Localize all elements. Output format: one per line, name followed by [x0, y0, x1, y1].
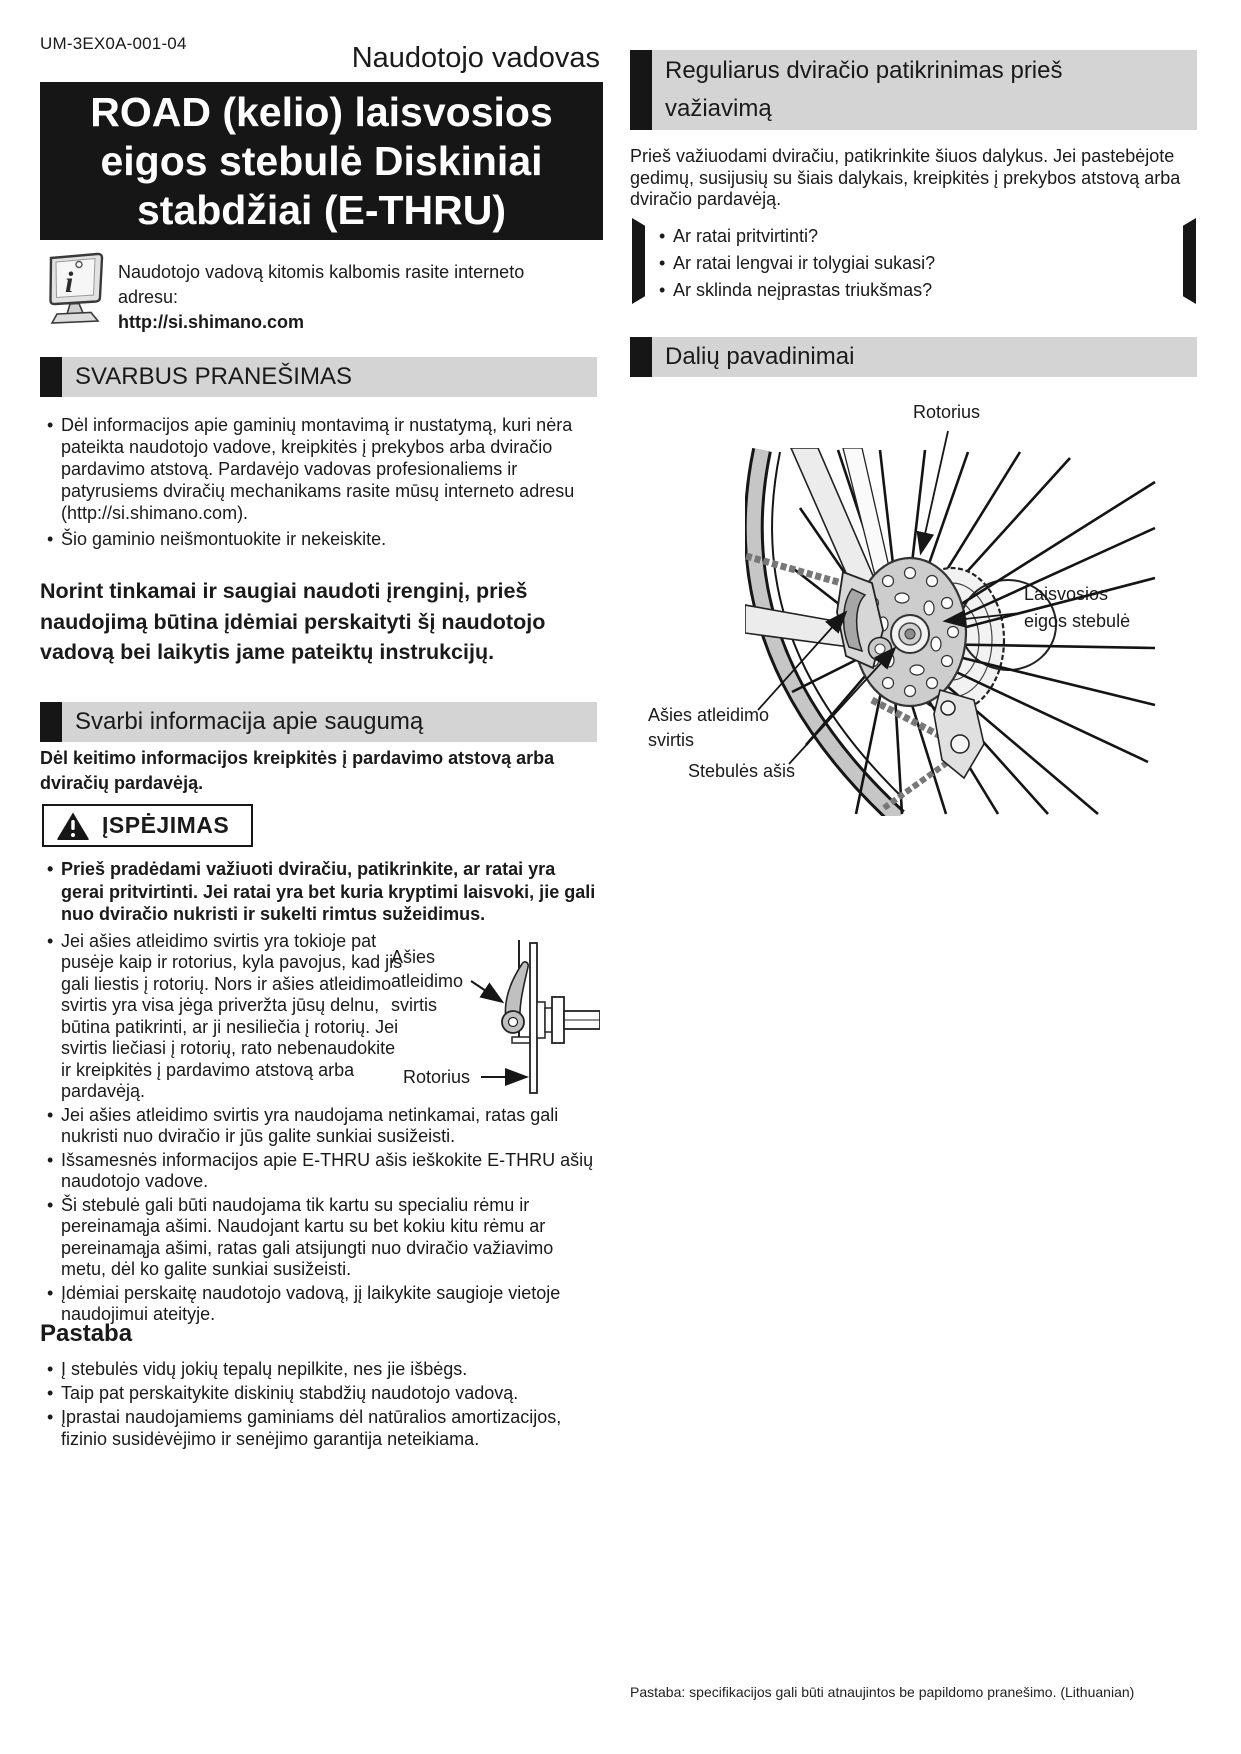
title-line: eigos stebulė Diskiniai: [100, 137, 543, 184]
note-heading: Pastaba: [40, 1320, 133, 1347]
section-header-pre-ride-check: [630, 50, 1197, 130]
footer-note: Pastaba: specifikacijos gali būti atnaujintos be papildomo pranešimo. (Lithuanian): [630, 1684, 1135, 1700]
warning-label: ĮSPĖJIMAS: [102, 812, 230, 838]
list-item-text: Prieš pradėdami važiuoti dviračiu, patikrinkite, ar ratai yra gerai pritvirtinti. Jei ratai yra bet kuria kryptimi laisvoki, jie gali nuo dviračio nukristi ir sukelti rimtus sužeidimus.: [61, 859, 596, 924]
label-line: atleidimo: [391, 971, 464, 991]
list-item-text: Ši stebulė gali būti naudojama tik kartu su specialiu rėmu ir pereinamąja ašimi. Naudojant kartu su bet kokiu kitu rėmu ar pereinamąja ašimi, ratas gali atsijungti nuo dviračio važiavimo metu, dėl ko galite sunkiai susižeisti.: [61, 1194, 554, 1279]
list-item: [46, 1382, 594, 1404]
list-item: [658, 280, 1158, 300]
label-line: eigos stebulė: [1024, 611, 1131, 631]
lever-rotor-figure: [385, 925, 600, 1100]
info-monitor-icon: [44, 252, 108, 328]
list-item: [46, 1105, 596, 1148]
safety-intro: Dėl keitimo informacijos kreipkitės į pardavimo atstovą arba dviračių pardavėją.: [40, 748, 555, 793]
checklist-panel: [630, 218, 1198, 304]
note-list: [46, 1358, 594, 1452]
read-manual-emphasis: Norint tinkamai ir saugiai naudoti įrenginį, prieš naudojimą būtina įdėmiai perskaityti šį naudotojo vadovą bei laikytis jame pateiktų instrukcijų.: [40, 579, 546, 664]
list-item: [46, 1358, 594, 1380]
figure-label-rotor: Rotorius: [403, 1067, 471, 1087]
list-item-text: Ar sklinda neįprastas triukšmas?: [673, 280, 933, 300]
title-banner: [40, 82, 603, 240]
important-notice-list: [46, 414, 594, 554]
list-item-text: Jei ašies atleidimo svirtis yra naudojama netinkamai, ratas gali nukristi nuo dviračio ir jūs galite sunkiai susižeisti.: [61, 1104, 559, 1146]
svg-text:i: i: [65, 266, 74, 299]
language-info-note: [44, 252, 584, 335]
list-item-text: Ar ratai lengvai ir tolygiai sukasi?: [673, 253, 936, 273]
pre-ride-intro: Prieš važiuodami dviračiu, patikrinkite šiuos dalykus. Jei pastebėjote gedimų, susijusių su šiais dalykais, kreipkitės į prekybos atstovą arba dviračio pardavėją.: [630, 146, 1181, 209]
figure-label-lever: [391, 945, 463, 1017]
info-note-line: Naudotojo vadovą kitomis kalbomis rasite interneto adresu:: [118, 262, 525, 307]
figure-label-lever: [648, 703, 769, 753]
list-item: [46, 1150, 596, 1193]
figure-label-rotor: Rotorius: [913, 402, 981, 422]
list-item: [46, 1406, 594, 1450]
list-item-text: Išsamesnės informacijos apie E-THRU ašis ieškokite E-THRU ašių naudotojo vadove.: [61, 1149, 594, 1191]
section-header-safety-info: [40, 702, 597, 742]
list-item: [658, 226, 1158, 246]
section-heading: Svarbi informacija apie saugumą: [75, 708, 424, 735]
warning-box: [42, 804, 253, 847]
title-line: ROAD (kelio) laisvosios: [90, 88, 553, 135]
list-item: [46, 528, 594, 550]
list-item: [658, 253, 1158, 273]
document-type: Naudotojo vadovas: [351, 42, 600, 74]
list-item-text: Į stebulės vidų jokių tepalų nepilkite, nes jie išbėgs.: [61, 1359, 468, 1379]
hub-parts-figure: [630, 385, 1200, 830]
section-header-important-notice: [40, 357, 597, 397]
label-line: Ašies: [391, 947, 436, 967]
list-item: [46, 1195, 596, 1281]
section-header-part-names: [630, 337, 1197, 377]
list-item-text: Jei ašies atleidimo svirtis yra tokioje pat pusėje kaip ir rotorius, kyla pavojus, kad jis gali liestis į rotorių. Nors ir ašies atleidimo svirtis yra visa jėga priveržta jūsų delnu, būtina patikrinti, ar ji nesiliečia į rotorių. Jei svirtis liečiasi į rotorių, rato nebenaudokite ir kreipkitės į pardavimo atstovą arba pardavėją.: [61, 930, 403, 1101]
list-item-text: Įprastai naudojamiems gaminiams dėl natūralios amortizacijos, fizinio susidėvėjimo ir senėjimo garantija neteikiama.: [61, 1407, 562, 1449]
warning-triangle-icon: [56, 811, 90, 841]
list-item-text: Taip pat perskaitykite diskinių stabdžių naudotojo vadovą.: [61, 1383, 519, 1403]
pre-ride-checklist: [658, 226, 1158, 307]
title-line: stabdžiai (E-THRU): [137, 186, 506, 233]
figure-label-freehub: [1024, 581, 1130, 635]
label-line: svirtis: [391, 995, 437, 1015]
section-heading-line: važiavimą: [665, 95, 772, 122]
section-heading: Dalių pavadinimai: [665, 343, 855, 370]
label-line: Ašies atleidimo: [648, 705, 770, 725]
manual-url-link[interactable]: http://si.shimano.com: [118, 312, 305, 332]
checklist-left-bar: [632, 218, 645, 304]
list-item-text: Dėl informacijos apie gaminių montavimą ir nustatymą, kuri nėra pateikta naudotojo vadove, kreipkitės į prekybos arba dviračio pardavimo atstovą. Pardavėjo vadovas profesionaliems ir patyrusiems dviračių mechanikams rasite mūsų interneto adresu (http://si.shimano.com).: [61, 415, 575, 523]
checklist-right-bar: [1183, 218, 1196, 304]
figure-label-axle: Stebulės ašis: [688, 761, 796, 781]
list-item: [46, 414, 594, 524]
section-heading: SVARBUS PRANEŠIMAS: [75, 363, 352, 390]
language-info-text: [118, 252, 584, 335]
document-code: UM-3EX0A-001-04: [40, 34, 187, 53]
list-item-text: Įdėmiai perskaitę naudotojo vadovą, jį laikykite saugioje vietoje naudojimui ateityje.: [61, 1282, 561, 1324]
list-item-text: Šio gaminio neišmontuokite ir nekeiskite.: [61, 529, 387, 549]
list-item: [46, 858, 596, 926]
list-item-text: Ar ratai pritvirtinti?: [673, 226, 819, 246]
label-line: Laisvosios: [1024, 584, 1109, 604]
label-line: svirtis: [648, 730, 694, 750]
section-heading-line: Reguliarus dviračio patikrinimas prieš: [665, 57, 1063, 84]
